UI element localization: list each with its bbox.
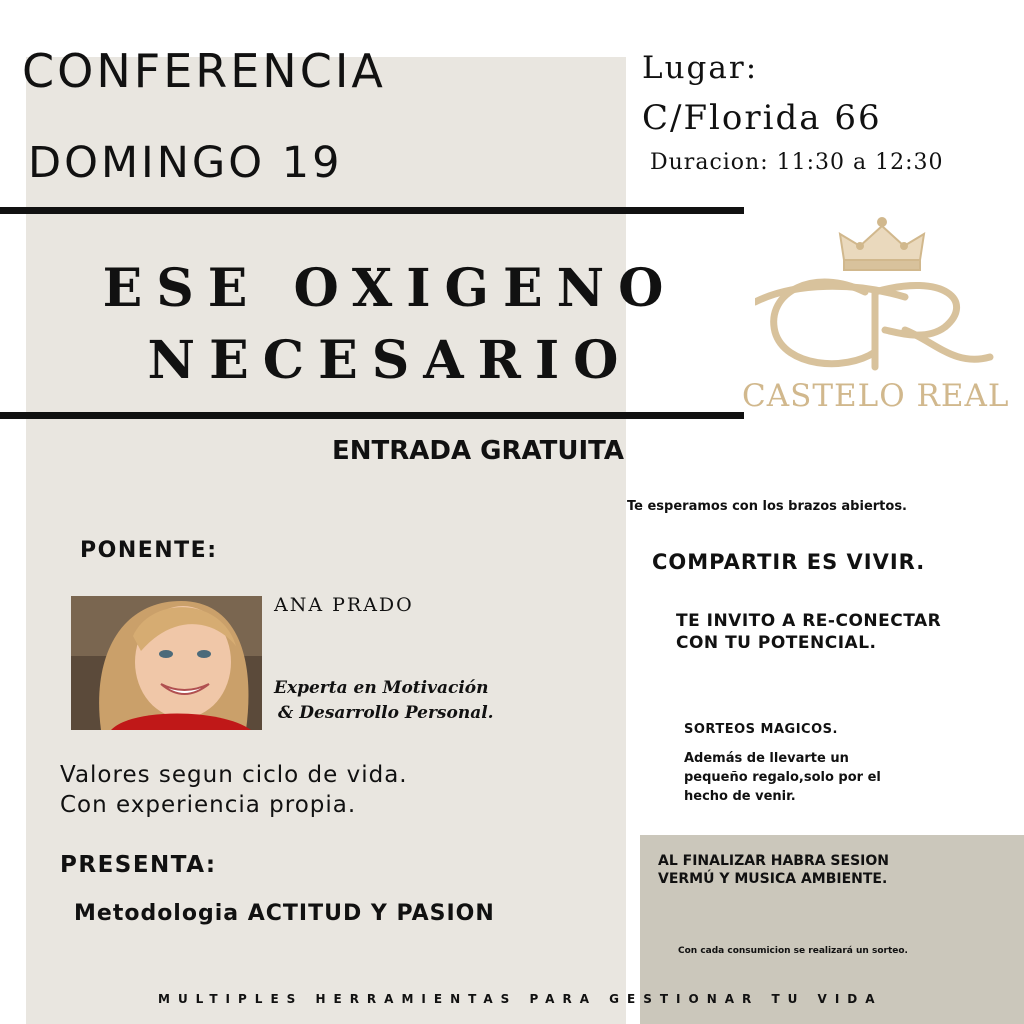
title-conferencia: CONFERENCIA [22,44,386,98]
duration-text: Duracion: 11:30 a 12:30 [650,150,944,175]
raffle-line1: Además de llevarte un [684,751,849,766]
invite-line2: CON TU POTENCIAL. [676,633,877,653]
closing-text [658,852,889,888]
bottom-divider [0,412,744,419]
raffle-line3: hecho de venir. [684,789,796,804]
free-entry-label: ENTRADA GRATUITA [332,436,624,466]
speaker-title [274,676,494,726]
invite-text [676,610,941,654]
raffle-description [684,749,881,806]
location-label: Lugar: [642,50,759,86]
methodology-text: Metodologia ACTITUD Y PASION [74,901,495,926]
closing-line2: VERMÚ Y MUSICA AMBIENTE. [658,871,888,887]
topics-line2: Con experiencia propia. [60,792,357,818]
motto-text: COMPARTIR ES VIVIR. [652,550,926,574]
crown-icon [836,216,928,276]
speaker-photo [71,596,262,730]
top-divider [0,207,744,214]
brand-wordmark: CASTELO REAL [742,378,1010,414]
speaker-title-line2: & Desarrollo Personal. [278,703,494,723]
invite-line1: TE INVITO A RE-CONECTAR [676,611,942,631]
closing-line1: AL FINALIZAR HABRA SESION [658,853,889,869]
footer-tagline: MULTIPLES HERRAMIENTAS PARA GESTIONAR TU VIDA [158,992,883,1006]
speaker-title-line1: Experta en Motivación [274,678,489,698]
monogram-icon [755,272,1005,382]
title-date: DOMINGO 19 [28,138,343,188]
welcome-text: Te esperamos con los brazos abiertos. [627,499,907,514]
speaker-section-label: PONENTE: [80,538,218,563]
portrait-photo-icon [71,596,262,730]
location-address: C/Florida 66 [642,98,882,138]
raffle-title: SORTEOS MAGICOS. [684,722,838,737]
presenta-label: PRESENTA: [60,852,217,878]
topics-text [60,760,408,820]
speaker-name: ANA PRADO [274,594,414,616]
headline-line2: NECESARIO [147,330,633,391]
consumption-note: Con cada consumicion se realizará un sorteo. [678,946,908,956]
raffle-line2: pequeño regalo,solo por el [684,770,881,785]
headline-line1: ESE OXIGENO [102,258,678,319]
topics-line1: Valores segun ciclo de vida. [60,762,408,788]
